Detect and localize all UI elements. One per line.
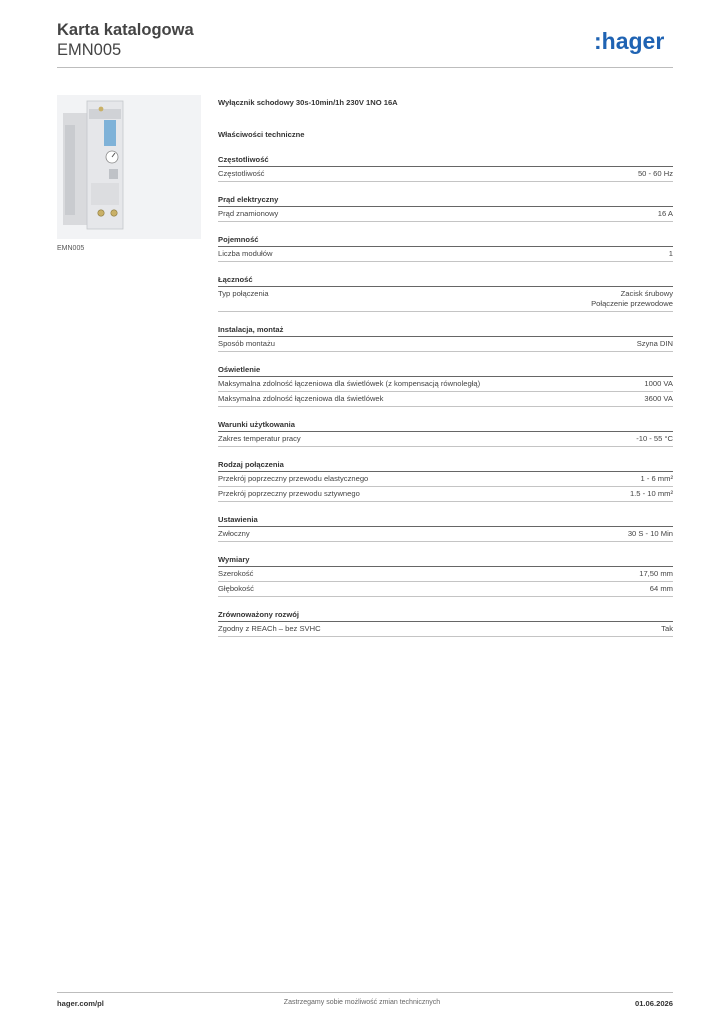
spec-row (218, 247, 673, 262)
spec-value-line: Zacisk śrubowy (620, 289, 673, 298)
spec-row (218, 527, 673, 542)
spec-group-title: Warunki użytkowania (218, 420, 673, 432)
spec-value (650, 584, 673, 594)
spec-group-title: Ustawienia (218, 515, 673, 527)
spec-row (218, 622, 673, 637)
spec-value (661, 624, 673, 634)
spec-row (218, 377, 673, 392)
spec-value-line: 1.5 - 10 mm² (629, 489, 673, 498)
spec-group (218, 420, 673, 447)
spec-row (218, 487, 673, 502)
spec-groups (218, 155, 673, 637)
spec-row (218, 567, 673, 582)
spec-value-line: 50 - 60 Hz (637, 169, 673, 178)
footer-website[interactable]: hager.com/pl (57, 999, 104, 1008)
spec-row (218, 472, 673, 487)
hager-logo-icon (594, 28, 674, 56)
spec-row (218, 337, 673, 352)
spec-group (218, 610, 673, 637)
spec-group (218, 515, 673, 542)
footer-date: 01.06.2026 (634, 999, 673, 1008)
footer-disclaimer: Zastrzegamy sobie możliwość zmian technicznych (283, 999, 441, 1006)
spec-value-line: 3600 VA (644, 394, 673, 403)
spec-value-line: 1 - 6 mm² (640, 474, 673, 483)
spec-row (218, 432, 673, 447)
spec-label: Sposób montażu (218, 339, 275, 348)
spec-group (218, 235, 673, 262)
image-caption: EMN005 (57, 245, 85, 252)
spec-group-title: Zrównoważony rozwój (218, 610, 673, 622)
spec-row (218, 392, 673, 407)
spec-row (218, 287, 673, 312)
spec-value (644, 379, 673, 389)
footer-divider (57, 992, 673, 993)
spec-label: Częstotliwość (218, 169, 265, 178)
spec-label: Przekrój poprzeczny przewodu sztywnego (218, 489, 360, 498)
spec-label: Zwłoczny (218, 529, 250, 538)
spec-value (630, 489, 673, 499)
spec-label: Typ połączenia (218, 289, 269, 298)
spec-group-title: Prąd elektryczny (218, 195, 673, 207)
spec-group-title: Instalacja, montaż (218, 325, 673, 337)
spec-group-title: Pojemność (218, 235, 673, 247)
spec-group (218, 155, 673, 182)
product-title: Wyłącznik schodowy 30s-10min/1h 230V 1NO 16A (218, 98, 398, 107)
spec-label: Zgodny z REACh – bez SVHC (218, 624, 321, 633)
spec-group-title: Oświetlenie (218, 365, 673, 377)
spec-value-line: 30 S - 10 Min (627, 529, 673, 538)
spec-value-line: 1000 VA (644, 379, 673, 388)
spec-label: Liczba modułów (218, 249, 273, 258)
spec-label: Przekrój poprzeczny przewodu elastycznego (218, 474, 369, 483)
spec-value-line: 1 (668, 249, 673, 258)
spec-value-line: 17,50 mm (639, 569, 673, 578)
spec-group (218, 460, 673, 502)
spec-group (218, 365, 673, 407)
spec-group (218, 195, 673, 222)
spec-value-line: -10 - 55 °C (636, 434, 673, 443)
spec-label: Zakres temperatur pracy (218, 434, 301, 443)
spec-value (669, 249, 673, 259)
logo-text: :hager (594, 28, 665, 54)
spec-value (658, 209, 673, 219)
spec-value (628, 529, 673, 539)
spec-group (218, 275, 673, 312)
product-photo-icon (57, 95, 201, 239)
spec-value-line: Szyna DIN (636, 339, 673, 348)
spec-value (591, 289, 673, 309)
spec-value-line: Połączenie przewodowe (591, 299, 673, 308)
spec-label: Głębokość (218, 584, 254, 593)
spec-group (218, 325, 673, 352)
spec-value (644, 394, 673, 404)
spec-value (636, 434, 673, 444)
spec-value (637, 339, 673, 349)
header-divider (57, 67, 673, 68)
spec-row (218, 207, 673, 222)
spec-row (218, 582, 673, 597)
product-code: EMN005 (57, 41, 122, 59)
spec-row (218, 167, 673, 182)
page-title: Karta katalogowa (57, 21, 194, 39)
spec-value (641, 474, 674, 484)
spec-group-title: Wymiary (218, 555, 673, 567)
spec-group-title: Rodzaj połączenia (218, 460, 673, 472)
spec-value-line: 16 A (657, 209, 673, 218)
spec-label: Maksymalna zdolność łączeniowa dla świetlówek (218, 394, 384, 403)
spec-label: Prąd znamionowy (218, 209, 279, 218)
spec-group-title: Częstotliwość (218, 155, 673, 167)
spec-value (639, 569, 673, 579)
spec-value-line: 64 mm (649, 584, 673, 593)
document-header (57, 20, 194, 60)
spec-content (218, 98, 673, 637)
spec-group (218, 555, 673, 597)
spec-value (638, 169, 673, 179)
spec-label: Szerokość (218, 569, 254, 578)
section-title: Właściwości techniczne (218, 130, 305, 139)
spec-label: Maksymalna zdolność łączeniowa dla świetlówek (z kompensacją równoległą) (218, 379, 481, 388)
spec-value-line: Tak (661, 624, 673, 633)
product-image (57, 95, 201, 239)
spec-group-title: Łączność (218, 275, 673, 287)
